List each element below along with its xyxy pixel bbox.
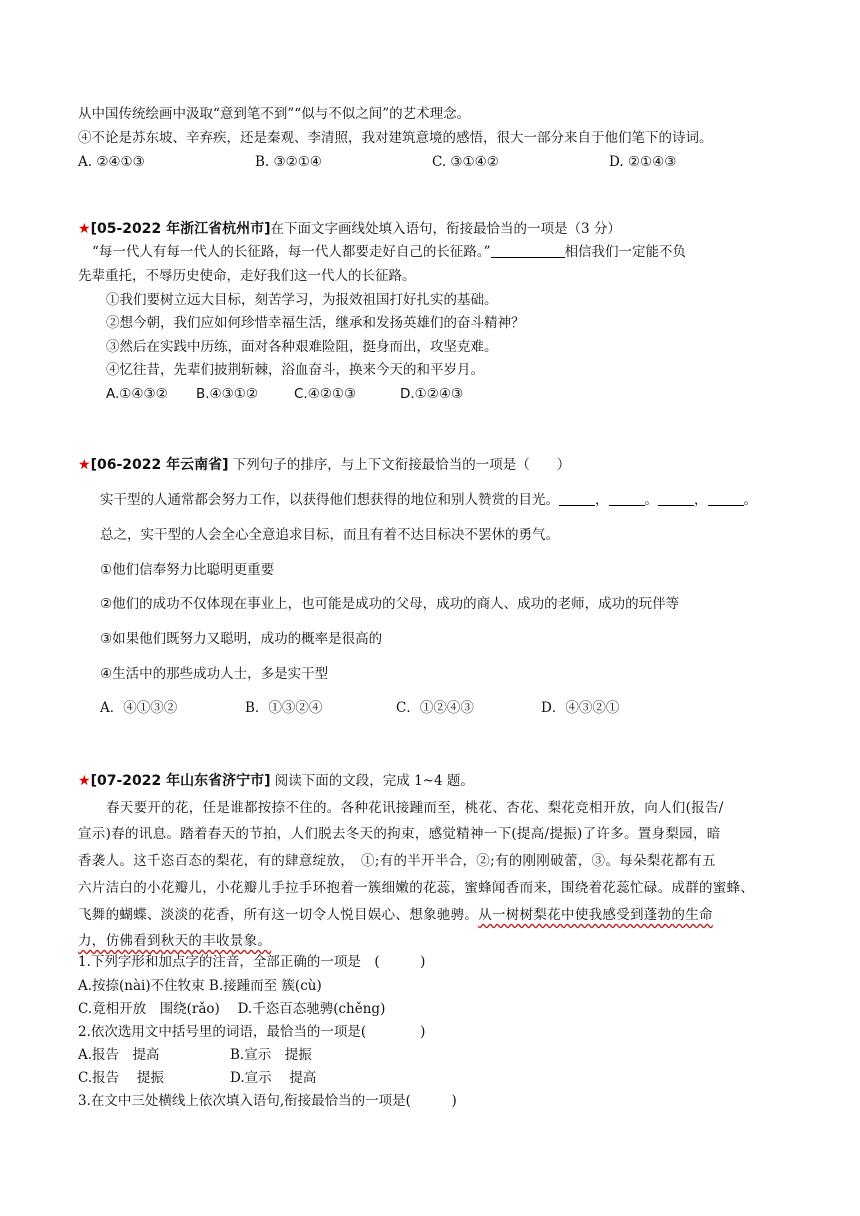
q07-sub2-cd xyxy=(78,1068,316,1088)
q05-text-line-2: 先辈重托，不辱历史使命，走好我们这一代人的长征路。 xyxy=(78,268,416,284)
intro-option-b: B. ③②①④ xyxy=(255,154,322,170)
q06-text-line-1 xyxy=(100,490,757,510)
q07-passage-line-5 xyxy=(78,905,713,925)
intro-line-1: 从中国传统绘画中汲取“意到笔不到”“似与不似之间”的艺术理念。 xyxy=(78,106,471,122)
q05-options xyxy=(106,384,463,404)
q06-blank-3 xyxy=(658,491,694,506)
q06-prompt: 下列句子的排序，与上下文衔接最恰当的一项是（ ） xyxy=(232,457,571,473)
q07-sub2-option-c: C.报告 提振 xyxy=(78,1070,164,1086)
q05-text-b: 相信我们一定能不负 xyxy=(564,244,687,260)
q07-passage-5b-underlined: 从一树树梨花中使我感受到蓬勃的生命 xyxy=(478,907,713,923)
q07-passage-line-6: 力，仿佛看到秋天的丰收景象。 xyxy=(78,933,272,949)
q07-sub1-cd: C.竟相开放 围绕(rǎo) D.千恣百态驰骋(chěng) xyxy=(78,1001,386,1017)
q05-prompt: 在下面文字画线处填入语句，衔接最恰当的一项是（3 分） xyxy=(270,221,621,237)
q06-sep-2: 。 xyxy=(644,492,658,508)
intro-options xyxy=(78,152,676,172)
q05-tag: [05-2022 年浙江省杭州市] xyxy=(90,221,271,237)
q06-blank-2 xyxy=(609,491,645,506)
q06-tag: [06-2022 年云南省] xyxy=(90,457,229,473)
q06-option-c: C．①②④③ xyxy=(396,700,474,716)
q06-blank-4 xyxy=(708,491,744,506)
q07-sub2-option-a: A.报告 提高 xyxy=(78,1047,160,1063)
q05-item-3: ③然后在实践中历练，面对各种艰难险阻，挺身而出，攻坚克难。 xyxy=(106,339,498,355)
q06-item-4: ④生活中的那些成功人士，多是实干型 xyxy=(100,666,329,682)
star-icon: ★ xyxy=(78,221,91,237)
q05-header xyxy=(78,219,621,239)
q06-option-a: A．④①③② xyxy=(100,700,178,716)
q07-sub1-ab: A.按捺(nài)不住牧束 B.接踵而至 簇(cù) xyxy=(78,978,322,994)
q07-sub2-ab xyxy=(78,1045,312,1065)
q06-item-1: ①他们信奉努力比聪明更重要 xyxy=(100,562,275,578)
star-icon: ★ xyxy=(78,457,91,473)
q07-sub2-option-d: D.宣示 提高 xyxy=(230,1070,317,1086)
q06-options xyxy=(100,698,619,718)
q07-sub1: 1.下列字形和加点字的注音，全部正确的一项是 ( ) xyxy=(78,954,426,970)
q05-option-b: B.④③①② xyxy=(196,386,258,402)
q06-sep-1: ， xyxy=(595,492,609,508)
q05-option-a: A.①④③② xyxy=(106,386,168,402)
q07-passage-line-4: 六片洁白的小花瓣儿，小花瓣儿手拉手环抱着一簇细嫩的花蕊，蜜蜂闻香而来，围绕着花蕊忙碌。成群的蜜蜂、 xyxy=(78,880,755,896)
q07-passage-line-1: 春天要开的花，任是谁都按捺不住的。各种花讯接踵而至，桃花、杏花、梨花竞相开放，向人们(报告/ xyxy=(106,800,724,816)
q07-prompt: 阅读下面的文段，完成 1~4 题。 xyxy=(274,773,474,789)
q05-item-2: ②想今朝，我们应如何珍惜幸福生活，继承和发扬英雄们的奋斗精神？ xyxy=(106,315,525,331)
q06-option-b: B．①③②④ xyxy=(245,700,323,716)
q05-quote: “每一代人有每一代人的长征路，每一代人都要走好自己的长征路。” xyxy=(92,244,491,260)
q06-text-a: 实干型的人通常都会努力工作，以获得他们想获得的地位和别人赞赏的目光。 xyxy=(100,492,559,508)
intro-option-a: A. ②④①③ xyxy=(78,154,145,170)
q07-sub2-option-b: B.宣示 提振 xyxy=(230,1047,312,1063)
q07-passage-line-3: 香袭人。这千恣百态的梨花，有的肆意绽放， ①;有的半开半合，②;有的刚刚破蕾，③。每朵梨花都有五 xyxy=(78,853,716,869)
q07-sub3: 3.在文中三处横线上依次填入语句,衔接最恰当的一项是( ) xyxy=(78,1093,457,1109)
intro-option-d: D. ②①④③ xyxy=(609,154,677,170)
q06-item-2: ②他们的成功不仅体现在事业上，也可能是成功的父母，成功的商人、成功的老师，成功的玩伴等 xyxy=(100,596,680,612)
q05-item-1: ①我们要树立远大目标，刻苦学习，为报效祖国打好扎实的基础。 xyxy=(106,292,498,308)
q07-header xyxy=(78,771,474,791)
q05-option-c: C.④②①③ xyxy=(294,386,357,402)
intro-line-2: ④不论是苏东坡、辛弃疾，还是秦观、李清照，我对建筑意境的感悟，很大一部分来自于他们笔下的诗词。 xyxy=(78,130,713,146)
q06-sep-3: ， xyxy=(694,492,708,508)
q07-passage-5a: 飞舞的蝴蝶、淡淡的花香，所有这一切令人悦目娱心、想象驰骋。 xyxy=(78,907,479,923)
q07-sub2: 2.依次选用文中括号里的词语，最恰当的一项是( ) xyxy=(78,1024,426,1040)
q07-passage-line-2: 宣示)春的讯息。踏着春天的节拍，人们脱去冬天的拘束，感觉精神一下(提高/提振)了许多。置身梨园，暗 xyxy=(78,826,721,842)
q06-text-line-2: 总之，实干型的人会全心全意追求目标，而且有着不达目标决不罢休的勇气。 xyxy=(100,527,559,543)
intro-option-c: C. ③①④② xyxy=(432,154,499,170)
q06-item-3: ③如果他们既努力又聪明，成功的概率是很高的 xyxy=(100,631,383,647)
q05-option-d: D.①②④③ xyxy=(400,386,464,402)
q06-sep-4: 。 xyxy=(743,492,757,508)
star-icon: ★ xyxy=(78,773,91,789)
q05-item-4: ④忆往昔，先辈们披荆斩棘，浴血奋斗，换来今天的和平岁月。 xyxy=(106,362,484,378)
q06-blank-1 xyxy=(559,491,595,506)
q05-text-line-1 xyxy=(92,242,686,262)
q05-blank xyxy=(491,243,565,258)
q06-header xyxy=(78,455,570,475)
q06-option-d: D．④③②① xyxy=(541,700,620,716)
q07-tag: [07-2022 年山东省济宁市] xyxy=(90,773,271,789)
